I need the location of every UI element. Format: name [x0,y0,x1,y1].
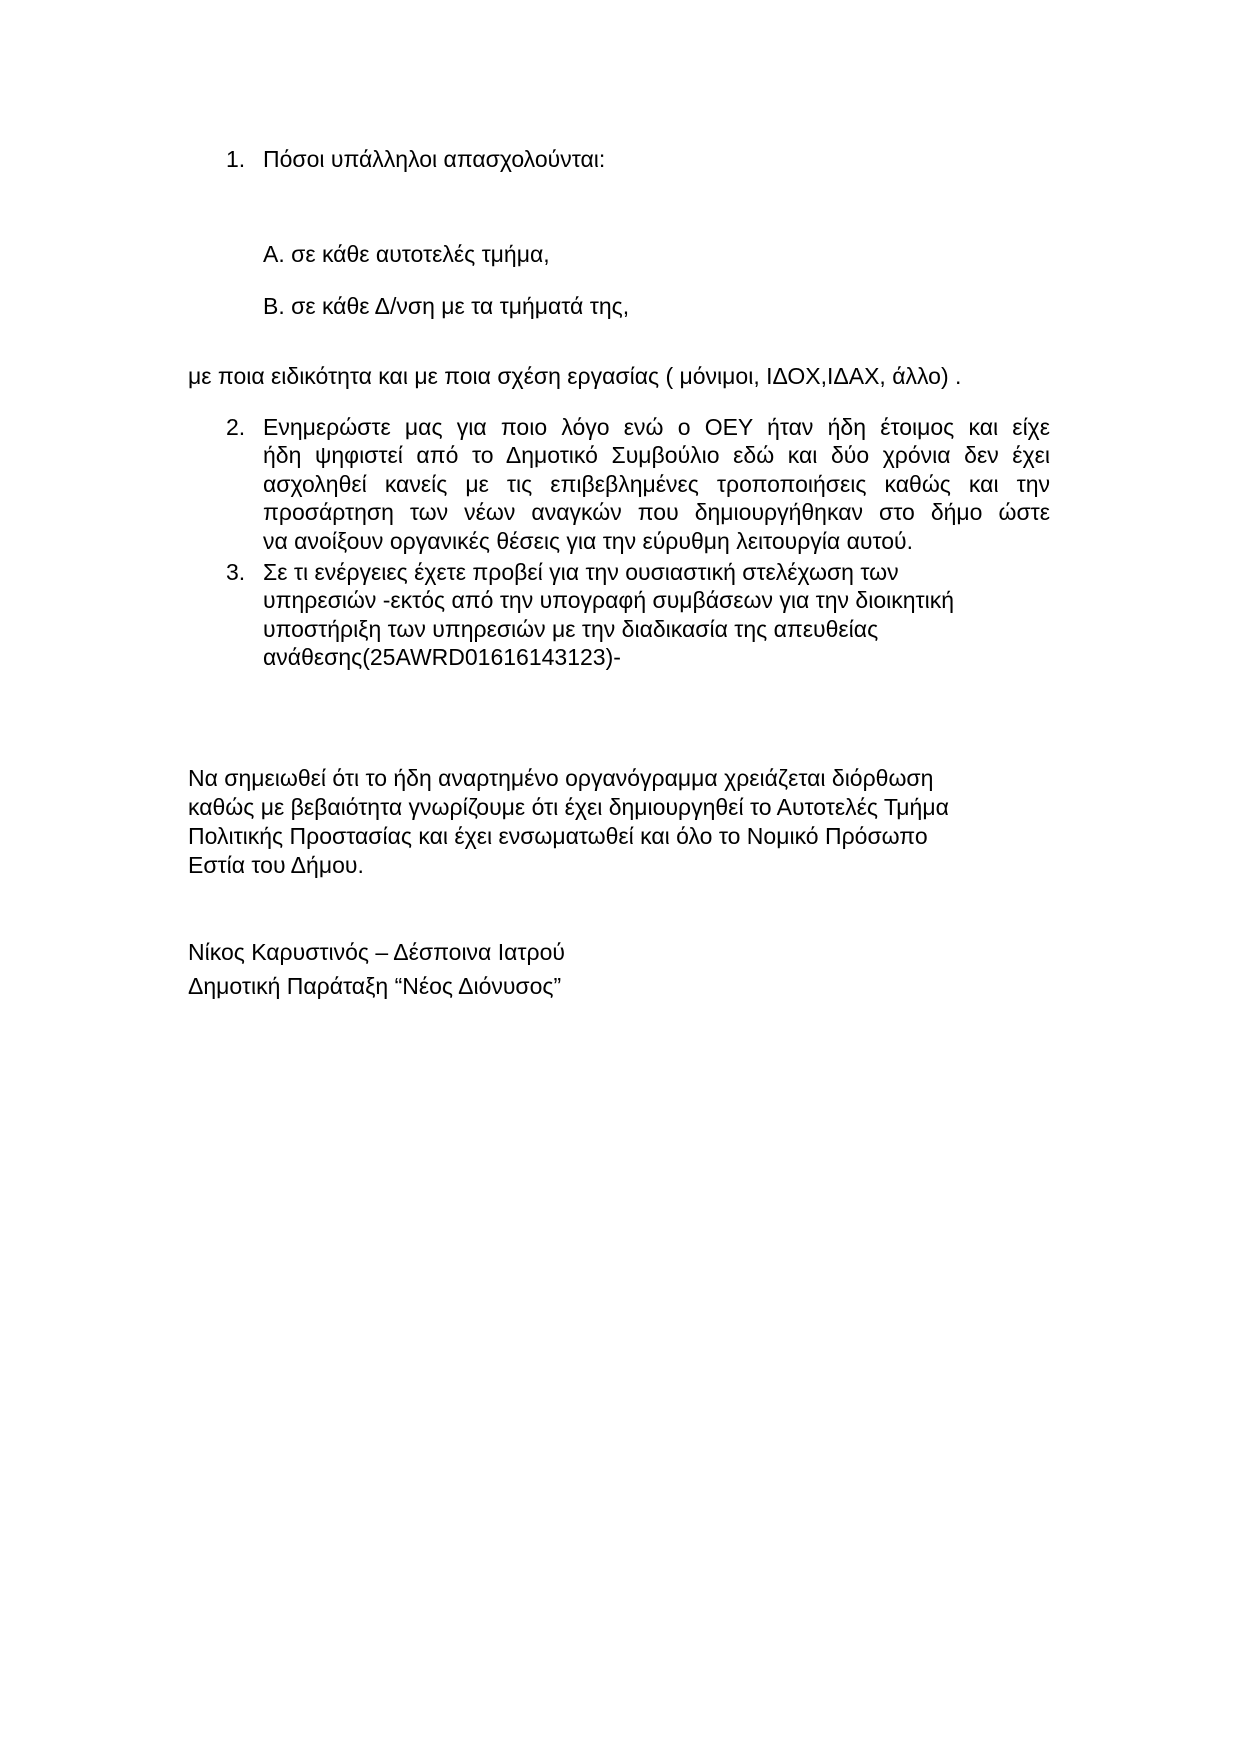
question-3-line: Σε τι ενέργειες έχετε προβεί για την ουσιαστική στελέχωση των [263,559,899,585]
question-2-line: προσάρτηση των νέων αναγκών που δημιουργήθηκαν στο δήμο ώστε [263,499,1050,526]
question-1-continuation: με ποια ειδικότητα και με ποια σχέση εργασίας ( μόνιμοι, ΙΔΟΧ,ΙΔΑΧ, άλλο) . [188,363,962,389]
note-line: Να σημειωθεί ότι το ήδη αναρτημένο οργανόγραμμα χρειάζεται διόρθωση [188,765,934,791]
note-line: Πολιτικής Προστασίας και έχει ενσωματωθεί και όλο το Νομικό Πρόσωπο [188,823,928,849]
question-3-line: υποστήριξη των υπηρεσιών με την διαδικασία της απευθείας [263,615,879,642]
question-3-line: ανάθεσης(25AWRD01616143123)- [263,644,621,671]
question-2-number: 2. [226,414,246,440]
question-2-line: Ενημερώστε μας για ποιο λόγο ενώ ο ΟΕΥ ήταν ήδη έτοιμος και είχε [263,414,1050,440]
question-2-line: ασχοληθεί κανείς με τις επιβεβλημένες τροποποιήσεις καθώς και την [263,470,1050,497]
note-line: Εστία του Δήμου. [188,852,364,878]
note-line: καθώς με βεβαιότητα γνωρίζουμε ότι έχει δημιουργηθεί το Αυτοτελές Τμήμα [188,794,949,820]
question-3-number: 3. [226,559,246,585]
question-1 [226,145,1050,173]
question-2 [226,413,1050,555]
sub-item-b: Β. σε κάθε Δ/νση με τα τμήματά της, [263,293,630,319]
question-3-line: υπηρεσιών -εκτός από την υπογραφή συμβάσεων για την διοικητική [263,587,954,614]
signature-party: Δημοτική Παράταξη “Νέος Διόνυσος” [188,973,562,999]
note-paragraph [188,764,949,880]
question-3 [226,558,1050,672]
question-2-line: ήδη ψηφιστεί από το Δημοτικό Συμβούλιο εδώ και δύο χρόνια δεν έχει [263,442,1050,469]
question-1-number: 1. [226,146,246,172]
question-2-line: να ανοίξουν οργανικές θέσεις για την εύρυθμη λειτουργία αυτού. [263,527,913,554]
sub-item-a: Α. σε κάθε αυτοτελές τμήμα, [263,241,550,267]
signature-names: Νίκος Καρυστινός – Δέσποινα Ιατρού [188,939,565,965]
question-2-text [263,413,1050,555]
question-3-text [263,558,1050,672]
question-1-text: Πόσοι υπάλληλοι απασχολούνται: [263,146,606,172]
